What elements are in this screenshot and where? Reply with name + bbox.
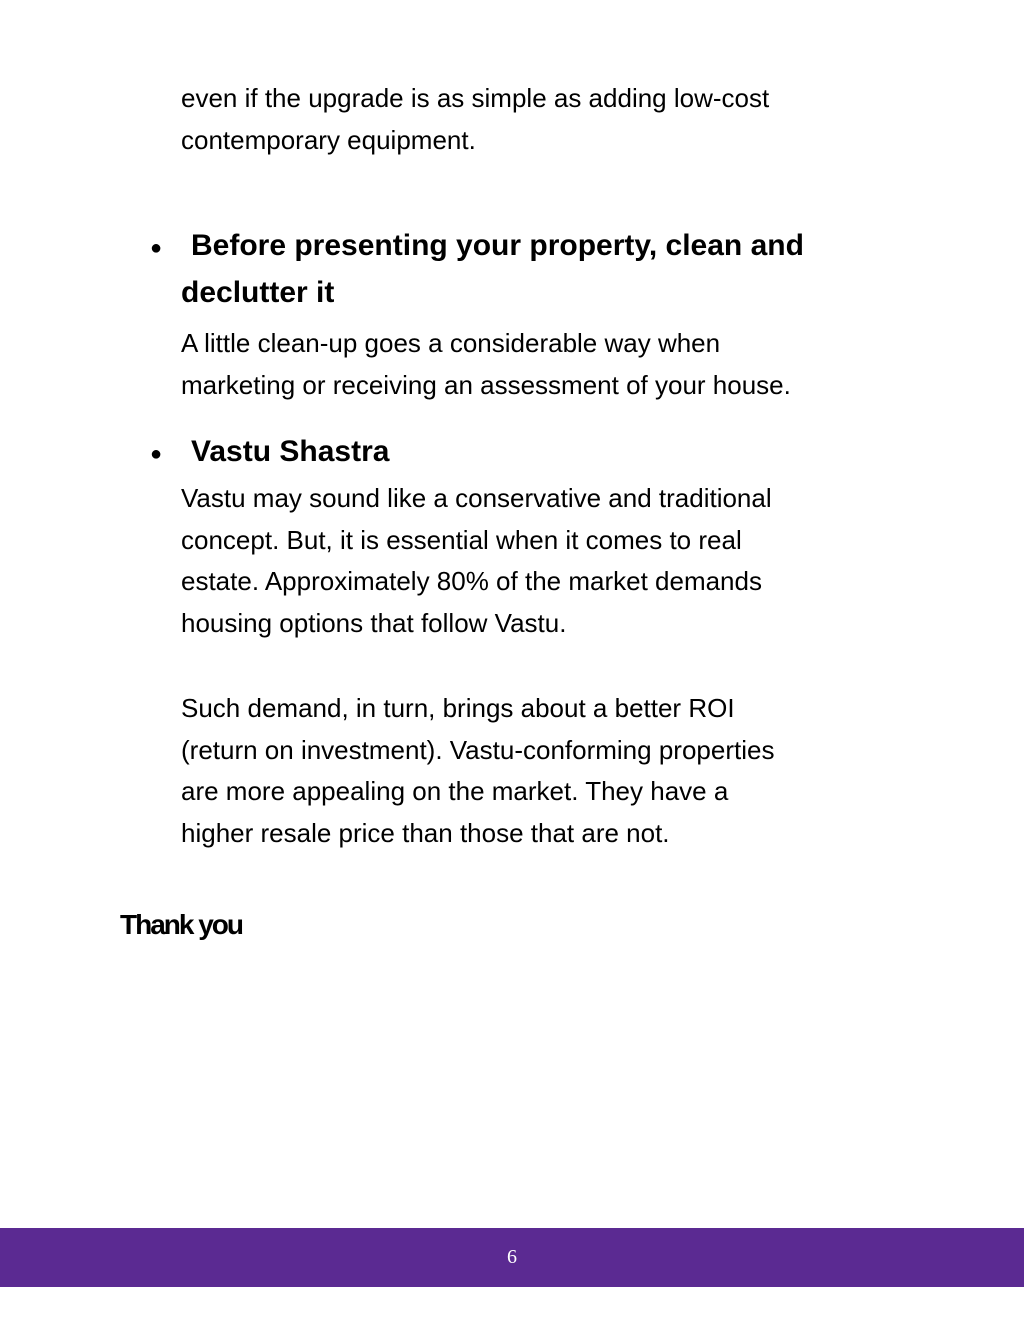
declutter-paragraph — [181, 323, 901, 406]
paragraph-line: estate. Approximately 80% of the market demands — [181, 566, 762, 596]
intro-line-1: even if the upgrade is as simple as adding low-cost — [181, 83, 770, 113]
vastu-paragraph-2 — [181, 688, 901, 854]
section-heading-vastu — [150, 428, 890, 475]
section-heading-declutter — [150, 222, 890, 316]
bullet-icon: ● — [150, 237, 163, 259]
paragraph-line: Vastu may sound like a conservative and traditional — [181, 483, 772, 513]
intro-line-2: contemporary equipment. — [181, 124, 476, 155]
paragraph-line: higher resale price than those that are not. — [181, 817, 670, 848]
paragraph-line: marketing or receiving an assessment of your house. — [181, 369, 791, 400]
intro-paragraph — [181, 78, 901, 161]
heading-line-1: Before presenting your property, clean and — [191, 229, 804, 262]
vastu-paragraph-1 — [181, 478, 901, 644]
page-number: 6 — [507, 1246, 517, 1268]
heading-line-2: declutter it — [181, 276, 335, 309]
footer-bar — [0, 1228, 1024, 1287]
closing-thank-you: Thank you — [120, 909, 243, 940]
paragraph-line: Such demand, in turn, brings about a better ROI — [181, 693, 735, 723]
paragraph-line: concept. But, it is essential when it comes to real — [181, 524, 742, 555]
paragraph-line: are more appealing on the market. They have a — [181, 776, 729, 806]
paragraph-line: housing options that follow Vastu. — [181, 607, 567, 638]
bullet-icon: ● — [150, 443, 163, 465]
heading-line-1: Vastu Shastra — [191, 435, 390, 468]
paragraph-line: A little clean-up goes a considerable way when — [181, 328, 721, 358]
paragraph-line: (return on investment). Vastu-conforming properties — [181, 734, 775, 765]
